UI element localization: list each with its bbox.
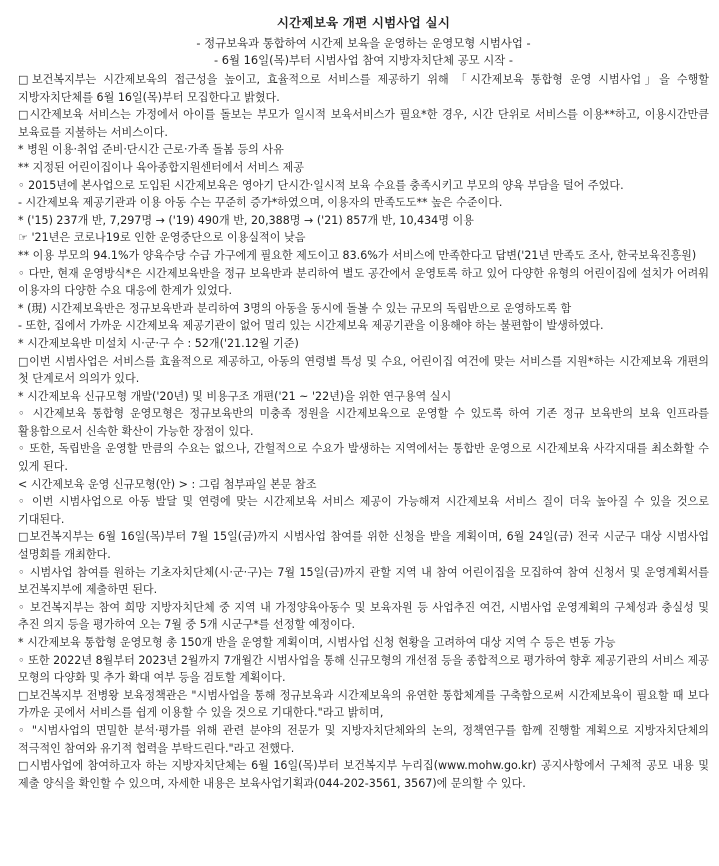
paragraph: ◦ 또한, 독립반을 운영할 만큼의 수요는 없으나, 간헐적으로 수요가 발생하는 지역에서는 통합반 운영으로 시간제보육 사각지대를 최소화할 수 있게 된다. bbox=[18, 442, 709, 474]
paragraph: □보건복지부 전병왕 보육정책관은 "시범사업을 통해 정규보육과 시간제보육의 유연한 통합체계를 구축함으로써 시간제보육이 필요할 때 보다 가까운 곳에서 서비스를 쉽게 이용할 수 있을 것으로 기대한다."라고 밝히며, bbox=[18, 688, 709, 720]
paragraph: * 시간제보육 통합형 운영모형 총 150개 반을 운영할 계획이며, 시범사업 신청 현황을 고려하여 대상 지역 수 등은 변동 가능 bbox=[18, 636, 616, 649]
paragraph: ◦ 다만, 현재 운영방식*은 시간제보육반을 정규 보육반과 분리하여 별도 공간에서 운영토록 하고 있어 다양한 유형의 어린이집에 설치가 어려워 이용자의 다양한 수요 대응에 한계가 있었다. bbox=[18, 266, 709, 298]
paragraph: ◦ 또한 2022년 8월부터 2023년 2월까지 7개월간 시범사업을 통해 신규모형의 개선점 등을 종합적으로 평가하여 향후 제공기관의 서비스 제공 모형의 다양화 및 추가 확대 여부 등을 검토할 계획이다. bbox=[18, 653, 709, 685]
paragraph: * 시간제보육 신규모형 개발('20년) 및 비용구조 개편('21 ~ '22년)을 위한 연구용역 실시 bbox=[18, 389, 452, 403]
contact-paragraph: □시범사업에 참여하고자 하는 지방자치단체는 6월 16일(목)부터 보건복지부 누리집(www.mohw.go.kr) 공지사항에서 구체적 공모 내용 및 제출 양식을 확인할 수 있으며, 자세한 내용은 보육사업기획과(044-202-3561, 3567)에 문의할 수 있다. bbox=[18, 759, 709, 790]
document-title: 시간제보육 개편 시범사업 실시 bbox=[276, 15, 451, 30]
paragraph: * 병원 이용·취업 준비·단시간 근로·가족 돌봄 등의 사유 bbox=[18, 143, 284, 157]
paragraph: * 시간제보육반 미설치 시·군·구 수 : 52개('21.12월 기준) bbox=[18, 336, 299, 350]
paragraph: * ('15) 237개 반, 7,297명 → ('19) 490개 반, 20,388명 → ('21) 857개 반, 10,434명 이용 bbox=[18, 213, 474, 227]
subtitle-1: - 정규보육과 통합하여 시간제 보육을 운영하는 운영모형 시범사업 - bbox=[196, 36, 531, 50]
paragraph: - 또한, 집에서 가까운 시간제보육 제공기관이 없어 멀리 있는 시간제보육 제공기관을 이용해야 하는 불편함이 발생하였다. bbox=[18, 319, 604, 333]
paragraph: □이번 시범사업은 서비스를 효율적으로 제공하고, 아동의 연령별 특성 및 수요, 어린이집 여건에 맞는 서비스를 지원*하는 시간제보육 개편의 첫 단계로서 의의가 있다. bbox=[18, 354, 709, 386]
paragraph: ◦ 2015년에 본사업으로 도입된 시간제보육은 영아기 단시간·일시적 보육 수요를 충족시키고 부모의 양육 부담을 덜어 주었다. bbox=[18, 178, 624, 192]
paragraph: □보건복지부는 6월 16일(목)부터 7월 15일(금)까지 시범사업 참여를 위한 신청을 받을 계획이며, 6월 24일(금) 전국 시군구 대상 시범사업 설명회를 개최한다. bbox=[18, 530, 709, 562]
paragraph: - 시간제보육 제공기관과 이용 아동 수는 꾸준히 증가*하였으며, 이용자의 만족도도** 높은 수준이다. bbox=[18, 196, 503, 210]
document-body bbox=[18, 71, 709, 792]
paragraph: ◦ 시간제보육 통합형 운영모형은 정규보육반의 미충족 정원을 시간제보육으로 운영할 수 있도록 하여 기존 정규 보육반의 보육 인프라를 활용함으로서 신속한 확산이 가능한 장점이 있다. bbox=[18, 407, 709, 438]
paragraph: ☞ '21년은 코로나19로 인한 운영중단으로 이용실적이 낮음 bbox=[18, 231, 306, 245]
paragraph: ◦ "시범사업의 면밀한 분석·평가를 위해 관련 분야의 전문가 및 지방자치단체와의 논의, 정책연구를 함께 진행할 계획으로 지방자치단체의 적극적인 참여와 유기적 협력을 부탁드린다."라고 전했다. bbox=[18, 723, 709, 755]
paragraph: □보건복지부는 시간제보육의 접근성을 높이고, 효율적으로 서비스를 제공하기 위해 「시간제보육 통합형 운영 시범사업」을 수행할 지방자치단체를 6월 16일(목)부터 모집한다고 밝혔다. bbox=[18, 73, 709, 104]
paragraph: * (現) 시간제보육반은 정규보육반과 분리하여 3명의 아동을 동시에 돌볼 수 있는 규모의 독립반으로 운영하도록 함 bbox=[18, 301, 572, 315]
figure-reference: < 시간제보육 운영 신규모형(안) > : 그림 첨부파일 본문 참조 bbox=[18, 477, 317, 491]
paragraph: ◦ 이번 시범사업으로 아동 발달 및 연령에 맞는 시간제보육 서비스 제공이 가능해져 시간제보육 서비스 질이 더욱 높아질 수 있을 것으로 기대된다. bbox=[18, 495, 709, 526]
paragraph: ** 이용 부모의 94.1%가 양육수당 수급 가구에게 필요한 제도이고 83.6%가 서비스에 만족한다고 답변('21년 만족도 조사, 한국보육진흥원) bbox=[18, 248, 697, 262]
paragraph: ◦ 보건복지부는 참여 희망 지방자치단체 중 지역 내 가정양육아동수 및 보육자원 등 사업추진 여건, 시범사업 운영계획의 구체성과 충실성 및 추진 의지 등을 평가하여 오는 7월 중 5개 시군구*를 선정할 예정이다. bbox=[18, 600, 709, 632]
paragraph: ** 지정된 어린이집이나 육아종합지원센터에서 서비스 제공 bbox=[18, 160, 304, 174]
paragraph: □시간제보육 서비스는 가정에서 아이를 돌보는 부모가 일시적 보육서비스가 필요*한 경우, 시간 단위로 서비스를 이용**하고, 이용시간만큼 보육료를 지불하는 서비스이다. bbox=[18, 108, 709, 139]
paragraph: ◦ 시범사업 참여를 원하는 기초자치단체(시·군·구)는 7월 15일(금)까지 관할 지역 내 참여 어린이집을 모집하여 참여 신청서 및 운영계획서를 보건복지부에 제출하면 된다. bbox=[18, 565, 709, 597]
subtitle-2: - 6월 16일(목)부터 시범사업 참여 지방자치단체 공모 시작 - bbox=[214, 53, 513, 67]
